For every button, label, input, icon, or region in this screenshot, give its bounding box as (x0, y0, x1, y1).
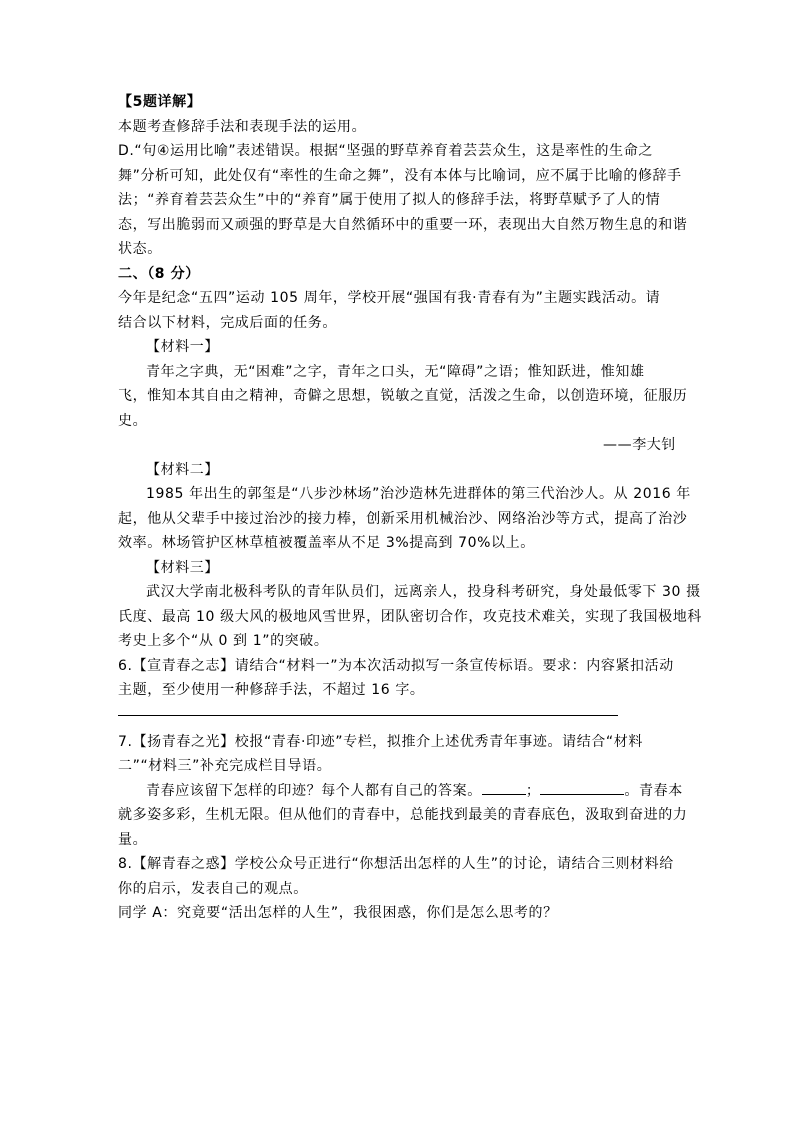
material1-label: 【材料一】 (146, 339, 219, 355)
question-7: 量。 (118, 831, 148, 848)
fill-text: 。青春本 (624, 782, 683, 799)
section2-intro: 结合以下材料，完成后面的任务。 (118, 314, 337, 331)
fill-text: 青春应该留下怎样的印迹？每个人都有自己的答案。 (146, 782, 482, 799)
q5-heading: 【5题详解】 (118, 94, 202, 110)
material3-line: 武汉大学南北极科考队的青年队员们，远离亲人，投身科考研究，身处最低零下 30 摄 (146, 584, 701, 600)
question-6: 6.【宣青春之志】请结合“材料一”为本次活动拟写一条宣传标语。要求：内容紧扣活动 (118, 657, 674, 674)
fill-separator: ； (525, 782, 541, 799)
q5-line: 法；“养育着芸芸众生”中的“养育”属于使用了拟人的修辞手法，将野草赋予了人的情 (118, 192, 661, 208)
question-7: 二”“材料三”补充完成栏目导语。 (118, 758, 332, 774)
q5-line: 态，写出脆弱而又顽强的野草是大自然循环中的重要一环，表现出大自然万物生息的和谐 (118, 216, 688, 233)
question-7: 7.【扬青春之光】校报“青春·印迹”专栏，拟推介上述优秀青年事迹。请结合“材料 (118, 733, 643, 750)
question-7: 就多姿多彩，生机无限。但从他们的青春中，总能找到最美的青春底色，汲取到奋进的力 (118, 807, 688, 823)
question-8: 同学 A：究竟要“活出怎样的人生”，我很困惑，你们是怎么思考的？ (118, 905, 558, 921)
fill-blank-1[interactable] (482, 780, 526, 795)
question-6: 主题，至少使用一种修辞手法，不超过 16 字。 (118, 682, 425, 698)
question-7-fill (118, 779, 683, 804)
material2-line: 1985 年出生的郭玺是“八步沙林场”治沙造林先进群体的第三代治沙人。从 2016 年 (146, 486, 691, 502)
material3-line: 氏度、最高 10 级大风的极地风雪世界，团队密切合作，攻克技术难关，实现了我国极地科 (118, 608, 702, 625)
material2-line: 起，他从父辈手中接过治沙的接力棒，创新采用机械治沙、网络治沙等方式，提高了治沙 (118, 510, 688, 527)
document-page (118, 90, 702, 926)
q5-line: 舞”分析可知，此处仅有“率性的生命之舞”，没有本体与比喻词，应不属于比喻的修辞手 (118, 167, 682, 184)
material1-author: ——李大钊 (603, 437, 676, 453)
question-8: 8.【解青春之惑】学校公众号正进行“你想活出怎样的人生”的讨论，请结合三则材料给 (118, 856, 674, 872)
material1-line: 史。 (118, 412, 148, 429)
material1-line: 青年之字典，无“困难”之字，青年之口头，无“障碍”之语；惟知跃进，惟知雄 (146, 363, 645, 380)
material3-label: 【材料三】 (146, 559, 219, 576)
q5-line: 本题考查修辞手法和表现手法的运用。 (118, 118, 367, 135)
material3-line: 考史上多个“从 0 到 1”的突破。 (118, 633, 329, 649)
question-8: 你的启示，发表自己的观点。 (118, 880, 308, 897)
q5-line: D.“句④运用比喻”表述错误。根据“坚强的野草养育着芸芸众生，这是率性的生命之 (118, 143, 653, 159)
material1-line: 飞，惟知本其自由之精神，奇僻之思想，锐敏之直觉，活泼之生命，以创造环境，征服历 (118, 388, 688, 404)
section2-heading: 二、（8 分） (118, 265, 200, 282)
answer-line[interactable] (118, 715, 618, 716)
section2-intro: 今年是纪念“五四”运动 105 周年，学校开展“强国有我·青春有为”主题实践活动。请 (118, 290, 661, 306)
fill-blank-2[interactable] (540, 780, 624, 795)
q5-line: 状态。 (118, 241, 162, 257)
material2-line: 效率。林场管护区林草植被覆盖率从不足 3%提高到 70%以上。 (118, 535, 535, 551)
material2-label: 【材料二】 (146, 461, 219, 478)
